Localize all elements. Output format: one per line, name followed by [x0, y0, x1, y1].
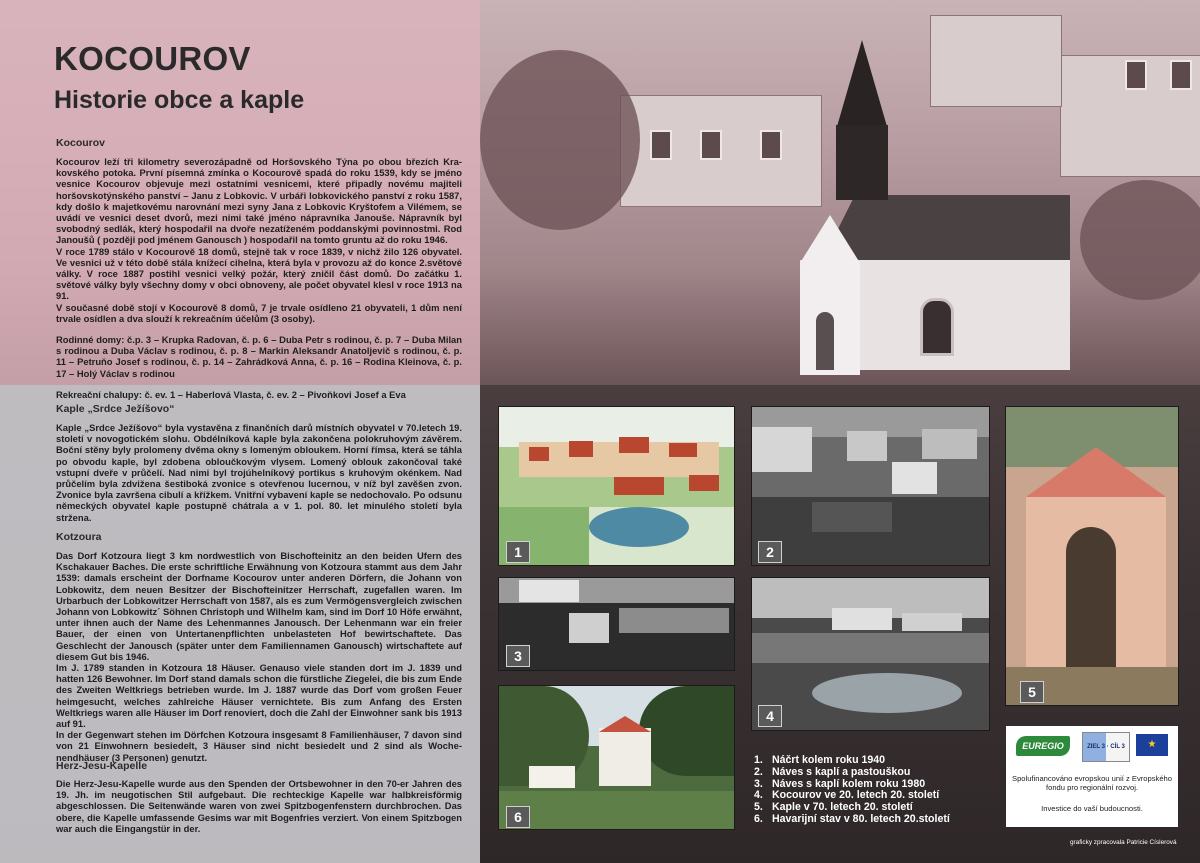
section-heading-kotzoura: Kotzoura [56, 531, 102, 543]
background-tree [480, 50, 640, 230]
background-house [930, 15, 1062, 107]
legend-item: 6. Havarijní stav v 80. letech 20.století [754, 812, 950, 825]
photo-number-badge: 2 [758, 541, 782, 563]
photo-number-badge: 1 [506, 541, 530, 563]
legend-item: 1. Náčrt kolem roku 1940 [754, 754, 886, 766]
chapel-roof [820, 195, 1070, 265]
cil3-logo: ZIEL 3 · CÍL 3 [1082, 732, 1130, 762]
background-window [1170, 60, 1192, 90]
photo-number-badge: 6 [506, 806, 530, 828]
section-body-kotzoura [56, 550, 462, 763]
photo-derelict-1980s [499, 686, 734, 829]
eu-flag-icon: ★ [1136, 734, 1168, 756]
design-credit: graficky zpracovala Patricie Císlerová [1070, 839, 1177, 846]
section-heading-kocourov: Kocourov [56, 137, 106, 149]
paragraph: Kocourov leží tři kilometry severozápadně od Horšovského Týna po obou březích Krakovského potoka. První písemná zmínka o Kocourově spadá do roku 1539, kdy se jméno vesnice Kocourov objevuje mezi ostatními vesnicemi, které připadly novému majiteli horšovskotýnského panství – Janu z Lobkovic. V urbáři lobkovického panství z roku 1587, kdy došlo k majetkovému narovnání mezi syny Jana z Lobkovic Kryštofem a Vilémem, se uvádí ve vesnici deset dvorů, mezi nimi také jméno nápravníka Janouše. Nápravník byl svobodný sedlák, který hospodařil na dvoře nezatíženém poddanskými povinnostmi. Rod Janoušů ( později pod jménem Ganousch ) hospodařil na tomto gruntu až do roku 1946. [56, 156, 462, 246]
photo-village-sketch [499, 407, 734, 565]
page-title: KOCOUROV [54, 40, 251, 77]
legend-item: 4. Kocourov ve 20. letech 20. století [754, 789, 940, 802]
photo-chapel-1970s [1006, 407, 1178, 705]
paragraph: Kaple „Srdce Ježíšovo“ byla vystavěna z finančních darů místních obyvatel v 70.letech 19. století v novogotickém slohu. Obdélníková kaple byla zakončena polokruhovým závěrem. Boční stěny byly prolomeny dvěma okny s lomeným obloukem. Horní římsa, která se táhla po obvodu kaple, byl zdobena obloučkovým vlysem. Lomený oblouk zakončoval také vstupní dveře v průčelí. Nad nimi byl trojúhelníkový portikus s kruhovým okénkem. Nad průčelím byla zdvižena šestiboká zvonice s otevřenou lucernou, v níž byl zavěšen zvon. Zvonice byla završena cibulí a křížkem. Vnitřní vybavení kaple se nedochovalo. Po odsunu německých obyvatel kaple postupně chátrala a v 1. pol. 80. let minulého století byla stržena. [56, 422, 462, 523]
section-body-kocourov [56, 156, 462, 400]
section-heading-kapelle: Herz-Jesu-Kapelle [56, 760, 148, 772]
photo-legend [754, 755, 994, 826]
sponsor-motto: Investice do vaší budoucnosti. [1041, 804, 1143, 813]
paragraph: Rekreační chalupy: č. ev. 1 – Haberlová Vlasta, č. ev. 2 – Pivoňkovi Josef a Eva [56, 388, 406, 400]
paragraph: Die Herz-Jesu-Kapelle wurde aus den Spenden der Ortsbewohner in den 70-er Jahren des 19. Jh. im neugotischen Stil aufgebaut. Die rechteckige Kapelle war halbkreisförmig abgeschlossen. Die Seitenwände waren von zwei Spitzbogenfenstern durchbrochen. Das obere, die Kapelle umfassende Gesims war mit Bogenfries verziert. Von einem Spitzbogen war auch die Eingangstür in der. [56, 778, 462, 834]
photo-village-square [752, 407, 989, 565]
section-body-kaple [56, 422, 462, 523]
paragraph: Rodinné domy: č.p. 3 – Krupka Radovan, č. p. 6 – Duba Petr s rodinou, č. p. 7 – Duba Milan s rodinou a Duba Václav s rodinou, č. p. 8 – Markin Aleksandr Anatoljevič s rodinou, č. p. 11 – Petruňo Josef s rodinou, č. p. 14 – Zahrádková Anna, č. p. 16 – Rodina Kleinova, č. p. 17 – Holý Václav s rodinou [56, 334, 462, 379]
paragraph: Im J. 1789 standen in Kotzoura 18 Häuser. Genauso viele standen dort im J. 1839 und hatten 126 Bewohner. Im Dorf stand damals schon die fürstliche Ziegelei, die bis zum Ende des Zweiten Weltkriegs betrieben wurde. Im J. 1887 wurde das Dorf vom großen Feuer heimgesucht, welches zahlreiche Häuser vernichtete. Bis zum Anfang des Ersten Weltkriegs waren alle Häuser im Dorf renoviert, doch die Zahl der Einwohner sank bis 1913 auf 91. [56, 662, 462, 730]
chapel-window [920, 298, 954, 356]
euregio-logo: EUREGIO [1016, 736, 1070, 756]
sponsor-text: Spolufinancováno evropskou unií z Evropského fondu pro regionální rozvoj. [1012, 774, 1172, 793]
photo-number-badge: 3 [506, 645, 530, 667]
photo-number-badge: 5 [1020, 681, 1044, 703]
paragraph: V současné době stojí v Kocourově 8 domů, 7 je trvale osídleno 21 obyvateli, 1 dům není trvale osídlen a dva slouží k rekreačním účelům (3 osoby). [56, 301, 462, 324]
paragraph: V roce 1789 stálo v Kocourově 18 domů, stejně tak v roce 1839, v nichž žilo 126 obyvatel. Ve vesnici už v této době stála knížecí cihelna, která byla v provozu až do konce 2.světové války. V roce 1887 postihl vesnici velký požár, který zničil část domů. Do začátku 1. světové války byly všechny domy v obci obnoveny, ale počet obyvatel klesl v roce 1913 na 91. [56, 245, 462, 302]
photo-kocourov-1920s [752, 578, 989, 730]
legend-item: 5. Kaple v 70. letech 20. století [754, 801, 913, 814]
section-body-kapelle [56, 778, 462, 834]
background-tree [1080, 180, 1200, 300]
chapel-bell-tower [836, 125, 888, 200]
photo-square-1980 [499, 578, 734, 670]
paragraph: Das Dorf Kotzoura liegt 3 km nordwestlich von Bischofteinitz an den beiden Ufern des Kschakauer Baches. Die erste schriftliche Erwähnung von Kotzoura stammt aus dem Jahr 1539: damals erscheint der Dorfname Kocourov unter anderen Dörfern, die Johann von Lobkowitz, dem neuen Besitzer der Bischofteinitzer Herrschaft, zugefallen waren. Im Urbarbuch der Lobkowitzer Herrschaft von 1587, als es zum Vermögensvergleich zwischen Johann von Lobkowitz´ Söhnen Christoph und Wilhelm kam, sind im Dorf 10 Höfe erwähnt, unter ihnen auch der Name des Lehenmannes Janousch. Der Lehenmann war ein freier Bauer, der einen von Untertanenpflichten unbelasteten Hof bewirtschaftete. Das Geschlecht der Janousch (später unter dem Familiennamen Ganousch) wirtschaftete auf diesem Gut bis 1946. [56, 550, 462, 662]
background-window [760, 130, 782, 160]
legend-item: 2. Náves s kaplí a pastouškou [754, 765, 911, 778]
sponsor-box [1006, 726, 1178, 827]
paragraph: In der Gegenwart stehen im Dörfchen Kotzoura insgesamt 8 Familienhäuser, 7 davon sind von 21 Einwohnern besiedelt, 3 Häuser sind nicht besiedelt und 2 sind als Wochenendhäuser (3 Personen) genutzt. [56, 729, 462, 763]
legend-item: 3. Náves s kaplí kolem roku 1980 [754, 777, 926, 790]
chapel-door [816, 312, 834, 370]
background-window [700, 130, 722, 160]
section-heading-kaple: Kaple „Srdce Ježíšovo“ [56, 403, 175, 415]
background-window [1125, 60, 1147, 90]
page-subtitle: Historie obce a kaple [54, 86, 305, 114]
photo-number-badge: 4 [758, 705, 782, 727]
background-window [650, 130, 672, 160]
